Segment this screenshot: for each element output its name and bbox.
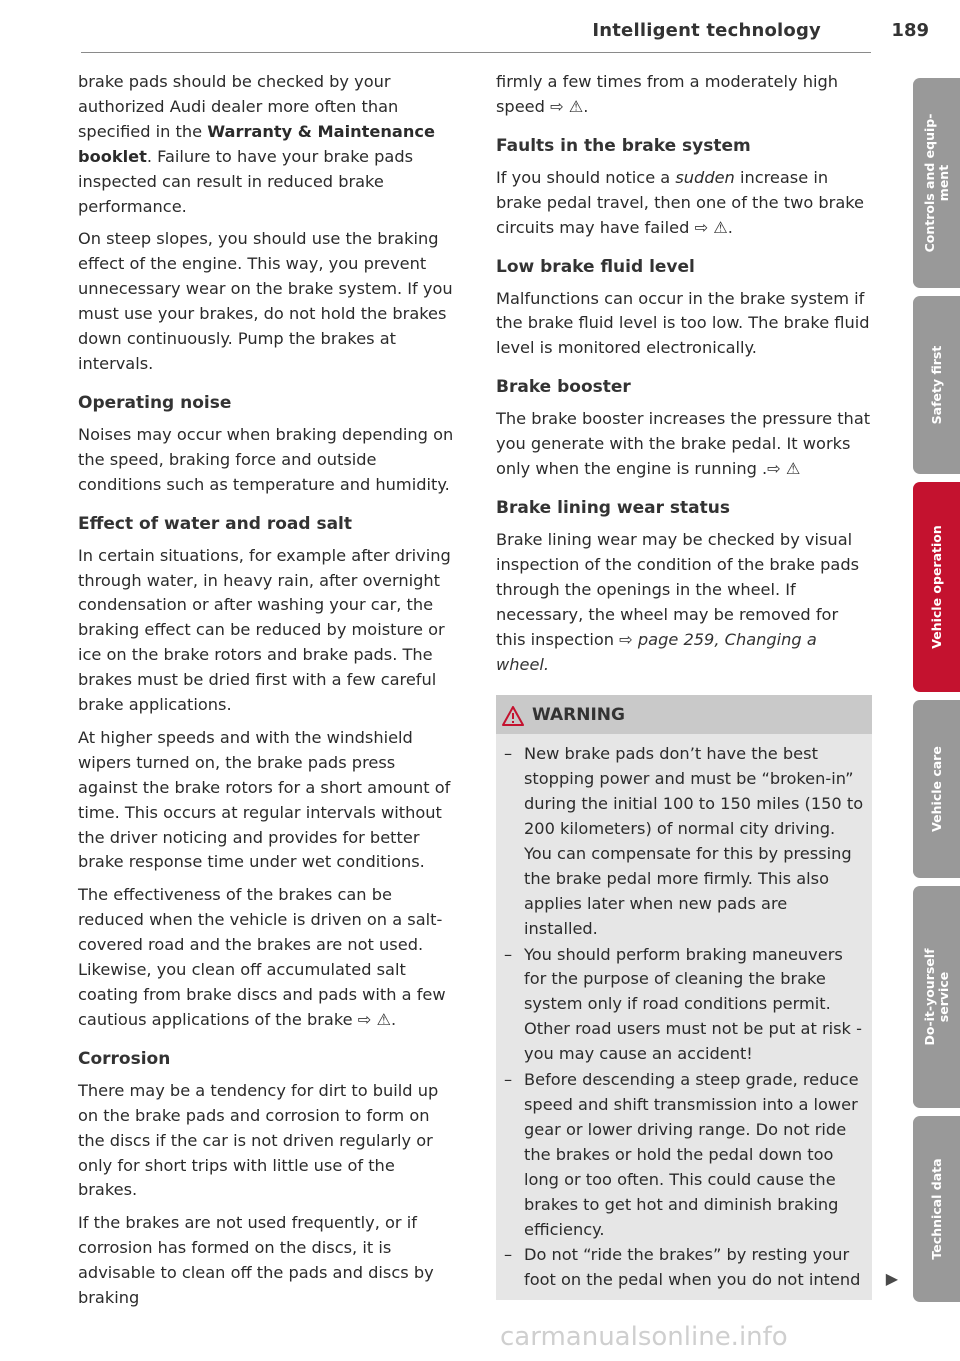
heading-water-road-salt: Effect of water and road salt: [78, 513, 352, 534]
paragraph: Noises may occur when braking depending on the speed, braking force and outside conditions such as temperature and humidity.: [78, 424, 454, 494]
paragraph: In certain situations, for example after driving through water, in heavy rain, after overnight condensation or after washing your car, the braking effect can be reduced by moisture or ice on the brake rotors and brake pads. The brakes must be dried first with a few careful brake applications.: [78, 545, 451, 715]
warning-reference-link[interactable]: ⇨ ⚠: [767, 459, 801, 479]
paragraph: At higher speeds and with the windshield wipers turned on, the brake pads press against the brake rotors for a short amount of time. This occurs at regular intervals without the driver noticing and provides for better brake response time under wet conditions.: [78, 727, 451, 872]
heading-operating-noise: Operating noise: [78, 392, 232, 413]
paragraph: Malfunctions can occur in the brake system if the brake fluid level is too low. The brake fluid level is monitored electronically.: [496, 288, 870, 358]
warning-item: – Do not “ride the brakes” by resting your foot on the pedal when you do not intend: [502, 1243, 864, 1293]
warning-body: [496, 734, 872, 1300]
watermark: carmanualsonline.info: [500, 1322, 788, 1352]
warning-reference-link[interactable]: ⇨ ⚠.: [694, 217, 733, 237]
paragraph: If the brakes are not used frequently, or if corrosion has formed on the discs, it is advisable to clean off the pads and discs by braking: [78, 1213, 434, 1308]
paragraph: The effectiveness of the brakes can be reduced when the vehicle is driven on a salt-covered road and the brakes are not used. Likewise, you clean off accumulated salt coating from brake discs and pads with a few cautious applications of the brake ⇨ ⚠.: [78, 885, 446, 1029]
paragraph: There may be a tendency for dirt to build up on the brake pads and corrosion to form on the discs if the car is not driven regularly or only for short trips with little use of the brakes.: [78, 1080, 439, 1200]
warning-header: [496, 695, 872, 734]
heading-low-brake-fluid: Low brake fluid level: [496, 256, 695, 277]
warning-triangle-icon: [502, 706, 524, 726]
tab-safety-first[interactable]: Safety first: [913, 296, 960, 474]
warning-box: [496, 695, 898, 1300]
warning-reference-link[interactable]: ⇨ ⚠.: [550, 96, 589, 116]
warning-reference-link[interactable]: ⇨ ⚠.: [357, 1009, 397, 1029]
warning-item: – New brake pads don’t have the best stopping power and must be “broken-in” during the initial 100 to 150 miles (150 to 200 kilometers) of normal city driving. You can compensate for this by pressing the brake pedal more firmly. This also applies later when new pads are installed.: [502, 742, 864, 941]
tab-technical-data[interactable]: Technical data: [913, 1116, 960, 1302]
warning-item: – You should perform braking maneuvers for the purpose of cleaning the brake system only if road conditions permit. Other road users must not be put at risk - you may cause an accident!: [502, 943, 864, 1068]
paragraph: firmly a few times from a moderately high speed ⇨ ⚠.: [496, 72, 838, 116]
page-number: 189: [891, 20, 929, 41]
paragraph: brake pads should be checked by your authorized Audi dealer more often than specified in the Warranty & Maintenance booklet. Failure to have your brake pads inspected can result in reduced brake performance.: [78, 72, 435, 216]
right-column: [496, 70, 898, 1300]
warning-title: WARNING: [532, 705, 625, 726]
booklet-reference: Warranty & Maintenance booklet: [78, 121, 435, 166]
page-header: [81, 18, 929, 53]
section-title: Intelligent technology: [592, 20, 821, 41]
page-reference-link[interactable]: ⇨ page 259, Changing a wheel.: [496, 629, 817, 674]
heading-corrosion: Corrosion: [78, 1048, 171, 1069]
continue-arrow-icon: ▶: [885, 1269, 898, 1289]
tab-controls-equipment[interactable]: Controls and equip- ment: [913, 78, 960, 288]
warning-list: [502, 742, 864, 1293]
paragraph: On steep slopes, you should use the braking effect of the engine. This way, you prevent unnecessary wear on the brake system. If you must use your brakes, do not hold the brakes down continuously. Pump the brakes at intervals.: [78, 229, 453, 373]
tab-vehicle-operation[interactable]: Vehicle operation: [913, 482, 960, 692]
warning-item: – Before descending a steep grade, reduce speed and shift transmission into a lower gear or lower driving range. Do not ride the brakes or hold the pedal down too long or too often. This could cause the brakes to get hot and diminish braking efficiency.: [502, 1068, 864, 1242]
tab-vehicle-care[interactable]: Vehicle care: [913, 700, 960, 878]
paragraph: If you should notice a sudden increase in brake pedal travel, then one of the two brake circuits may have failed ⇨ ⚠.: [496, 167, 865, 237]
tab-do-it-yourself-service[interactable]: Do-it-yourself service: [913, 886, 960, 1108]
left-column: [78, 70, 456, 1319]
heading-brake-lining-wear: Brake lining wear status: [496, 497, 730, 518]
heading-brake-booster: Brake booster: [496, 377, 631, 398]
paragraph: Brake lining wear may be checked by visual inspection of the condition of the brake pads through the openings in the wheel. If necessary, the wheel may be removed for this inspection ⇨ page 259, Changing a wheel.: [496, 529, 860, 674]
paragraph: The brake booster increases the pressure that you generate with the brake pedal. It works only when the engine is running .⇨ ⚠: [496, 409, 871, 479]
heading-faults-brake-system: Faults in the brake system: [496, 135, 751, 156]
